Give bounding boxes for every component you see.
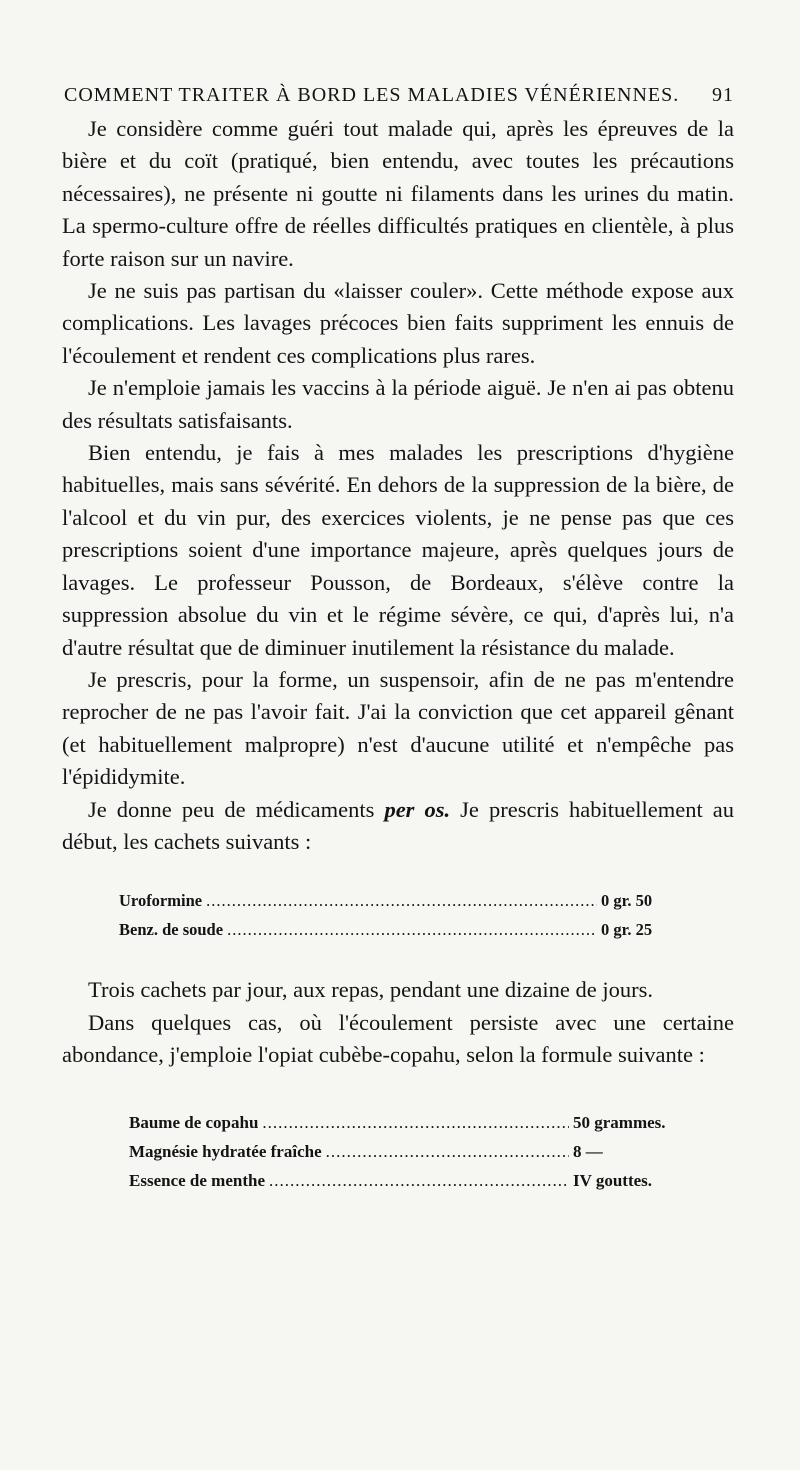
prescription-line	[119, 915, 699, 944]
latin-term: per os.	[384, 796, 451, 822]
paragraph-5: Je prescris, pour la forme, un suspensoir, afin de ne pas m'entendre reprocher de ne pas l'avoir fait. J'ai la conviction que cet appareil gênant (et habituellement malpropre) n'est d'aucune utilité et n'empêche pas l'épididymite.	[62, 666, 734, 790]
ingredient-quantity: IV gouttes.	[573, 1170, 653, 1190]
leader-dots	[262, 1108, 569, 1137]
paragraph-2: Je ne suis pas partisan du «laisser couler». Cette méthode expose aux complications. Les lavages précoces bien faits suppriment les ennuis de l'écoulement et rendent ces complications plus rares.	[62, 278, 734, 368]
ingredient-name: Benz. de soude	[119, 920, 224, 940]
ingredient-name: Magnésie hydratée fraîche	[129, 1141, 322, 1161]
paragraph-3: Je n'emploie jamais les vaccins à la période aiguë. Je n'en ai pas obtenu des résultats satisfaisants.	[62, 375, 734, 433]
ingredient-quantity: 0 gr. 25	[601, 920, 653, 940]
ingredient-name: Baume de copahu	[129, 1112, 259, 1132]
ingredient-quantity: 0 gr. 50	[601, 891, 653, 911]
running-header	[64, 84, 734, 107]
prescription-line	[129, 1137, 693, 1166]
leader-dots	[269, 1166, 569, 1195]
paragraph-4: Bien entendu, je fais à mes malades les prescriptions d'hygiène habituelles, mais sans sévérité. En dehors de la suppression de la bière, de l'alcool et du vin pur, des exercices violents, je ne pense pas que ces prescriptions soient d'une importance majeure, après quelques jours de lavages. Le professeur Pousson, de Bordeaux, s'élève contre la suppression absolue du vin et le régime sévère, ce qui, d'après lui, n'a d'autre résultat que de diminuer inutilement la résistance du malade.	[62, 440, 734, 660]
leader-dots	[326, 1137, 569, 1166]
prescription-line	[129, 1108, 693, 1137]
prescription-line	[129, 1166, 693, 1195]
running-title: COMMENT TRAITER À BORD LES MALADIES VÉNÉRIENNES.	[64, 84, 680, 106]
ingredient-name: Uroformine	[119, 891, 203, 911]
paragraph-8: Dans quelques cas, où l'écoulement persiste avec une certaine abondance, j'emploie l'opiat cubèbe-copahu, selon la formule suivante :	[62, 1009, 734, 1068]
paragraph-1: Je considère comme guéri tout malade qui, après les épreuves de la bière et du coït (pratiqué, bien entendu, avec toutes les précautions nécessaires), ne présente ni goutte ni filaments dans les urines du matin. La spermo-culture offre de réelles difficultés pratiques en clientèle, à plus forte raison sur un navire.	[62, 116, 734, 271]
prescription-opiat	[129, 1108, 693, 1195]
paragraph-6	[62, 794, 734, 859]
prescription-cachets	[119, 886, 699, 944]
ingredient-quantity: 50 grammes.	[573, 1112, 666, 1132]
prescription-line	[119, 886, 699, 915]
paragraph-6-start: Je donne peu de médicaments	[88, 796, 385, 822]
leader-dots	[206, 886, 597, 915]
leader-dots	[227, 915, 597, 944]
paragraph-7: Trois cachets par jour, aux repas, pendant une dizaine de jours.	[88, 977, 653, 1003]
paragraph-6-end: Je prescris habituellement au début, les cachets suivants :	[62, 796, 734, 854]
ingredient-quantity: 8 —	[573, 1141, 603, 1161]
ingredient-name: Essence de menthe	[129, 1170, 265, 1190]
page-number: 91	[712, 84, 734, 106]
